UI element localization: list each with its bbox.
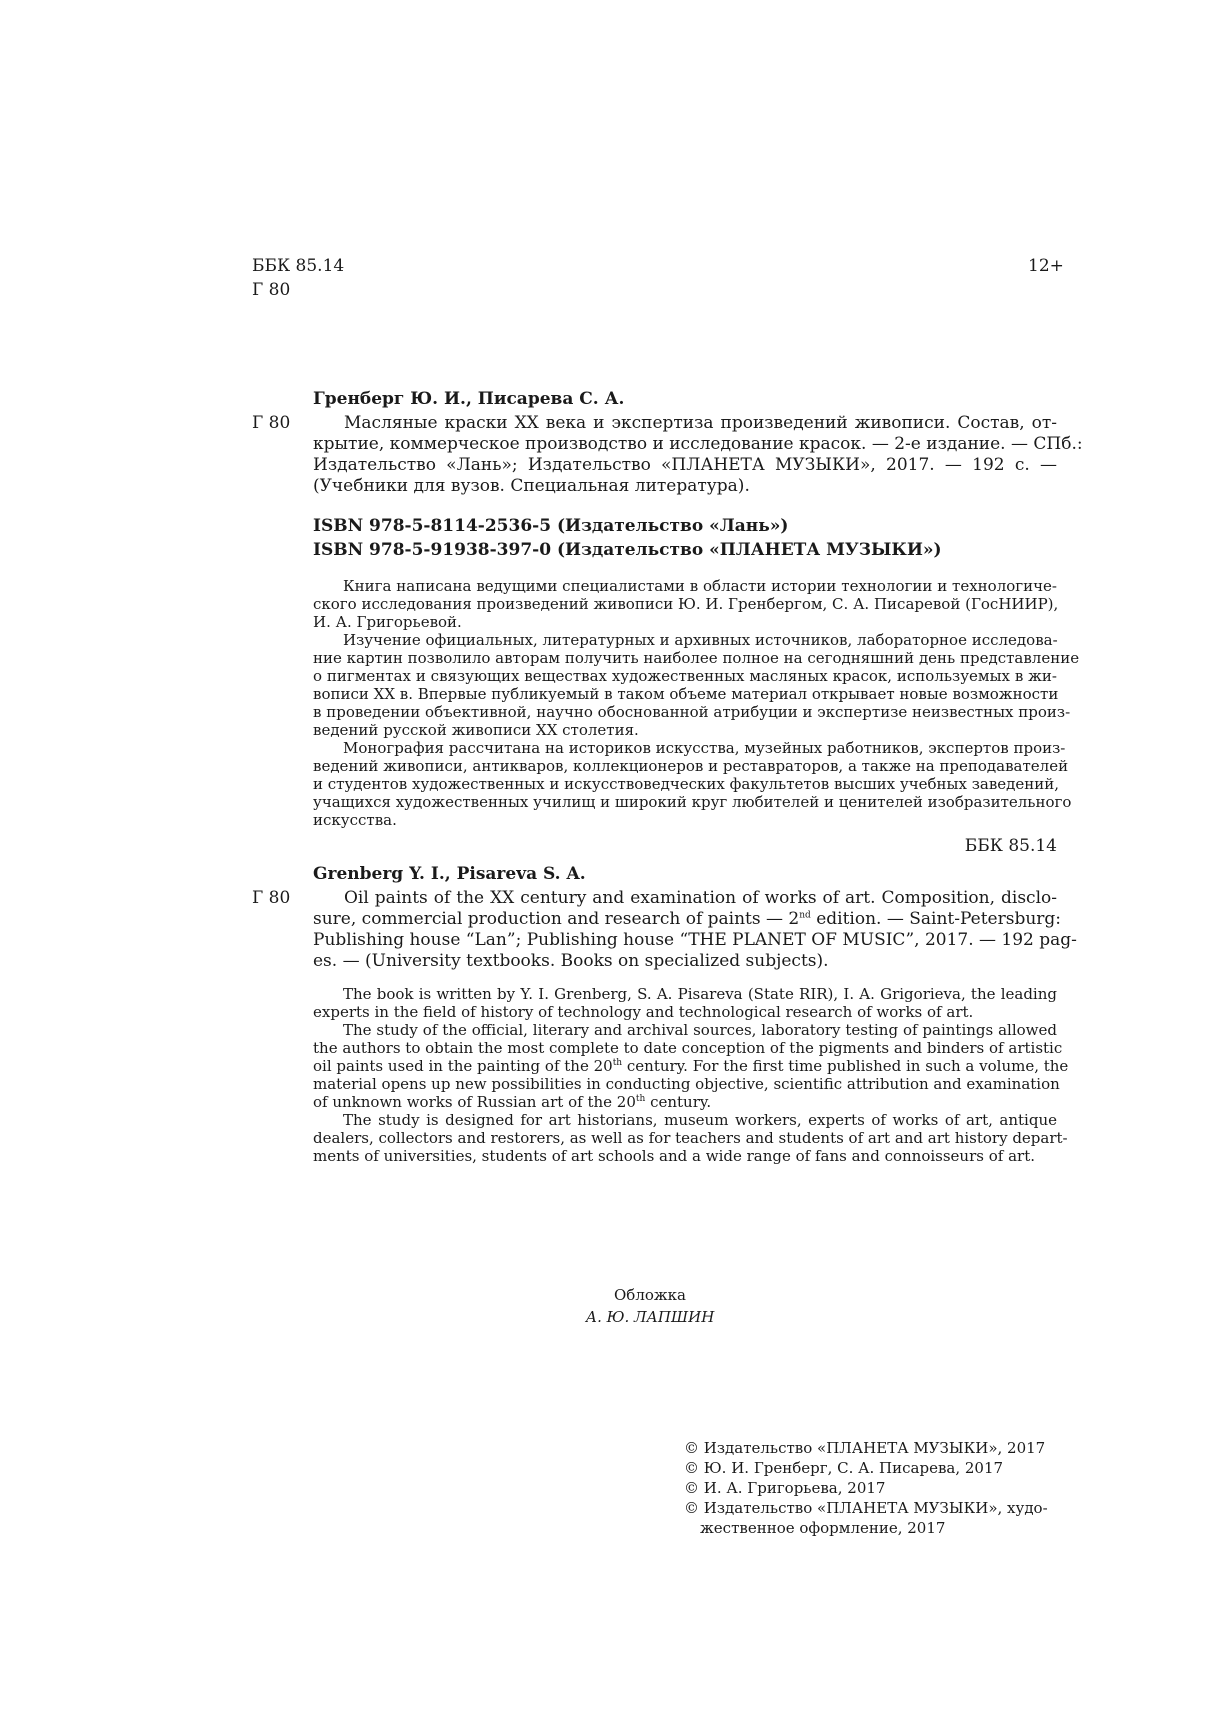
copyright-line: © Издательство «ПЛАНЕТА МУЗЫКИ», худо- (684, 1499, 1048, 1517)
en-biblio-line: Oil paints of the XX century and examination of works of art. Composition, disclo- (344, 888, 1057, 908)
ru-authors: Гренберг Ю. И., Писарева С. А. (313, 389, 625, 409)
bbk-code: ББК 85.14 (252, 256, 345, 276)
ru-abstract-line: учащихся художественных училищ и широкий круг любителей и ценителей изобразительного (313, 793, 1072, 811)
en-abstract-line: The study is designed for art historians, museum workers, experts of works of art, antique (343, 1111, 1057, 1129)
isbn-lan: ISBN 978-5-8114-2536-5 (Издательство «Лань») (313, 516, 789, 536)
en-abstract-line: material opens up new possibilities in conducting objective, scientific attribution and examination (313, 1075, 1060, 1093)
ru-abstract-line: ского исследования произведений живописи Ю. И. Гренбергом, С. А. Писаревой (ГосНИИР), (313, 595, 1059, 613)
en-abstract-line: the authors to obtain the most complete to date conception of the pigments and binders of artistic (313, 1039, 1063, 1057)
ru-biblio-line: крытие, коммерческое производство и исследование красок. — 2-е издание. — СПб.: (313, 434, 1083, 454)
en-abstract-line: oil paints used in the painting of the 20th century. For the first time published in such a volume, the (313, 1057, 1069, 1075)
en-abstract-line: of unknown works of Russian art of the 20th century. (313, 1093, 712, 1111)
author-mark: Г 80 (252, 280, 291, 300)
ru-biblio-line: Масляные краски XX века и экспертиза произведений живописи. Состав, от- (344, 413, 1057, 433)
copyright-line: © Ю. И. Гренберг, С. А. Писарева, 2017 (684, 1459, 1004, 1477)
ru-abstract-line: о пигментах и связующих веществах художественных масляных красок, используемых в жи- (313, 667, 1057, 685)
ru-abstract-line: ведений живописи, антикваров, коллекционеров и реставраторов, а также на преподавателей (313, 757, 1069, 775)
en-biblio (313, 888, 1077, 972)
ru-biblio-line: (Учебники для вузов. Специальная литература). (313, 476, 750, 496)
cover-designer: А. Ю. ЛАПШИН (585, 1308, 715, 1326)
ru-abstract-line: в проведении объективной, научно обоснованной атрибуции и экспертизе неизвестных произ- (313, 703, 1071, 721)
ru-abstract-line: и студентов художественных и искусствоведческих факультетов высших учебных заведений, (313, 775, 1060, 793)
en-abstract-line: dealers, collectors and restorers, as well as for teachers and students of art and art history depart- (313, 1129, 1068, 1147)
cover-label: Обложка (613, 1286, 686, 1304)
ru-biblio (313, 413, 1083, 497)
ru-abstract-line: вописи XX в. Впервые публикуемый в таком объеме материал открывает новые возможности (313, 685, 1059, 703)
ru-abstract-line: Монография рассчитана на историков искусства, музейных работников, экспертов произ- (343, 739, 1066, 757)
copyright-line: © Издательство «ПЛАНЕТА МУЗЫКИ», 2017 (684, 1439, 1046, 1457)
ru-abstract-line: искусства. (313, 811, 397, 829)
en-biblio-line: es. — (University textbooks. Books on specialized subjects). (313, 951, 829, 971)
en-biblio-line: Publishing house “Lan”; Publishing house “THE PLANET OF MUSIC”, 2017. — 192 pag- (313, 930, 1077, 950)
en-author-mark: Г 80 (252, 888, 291, 908)
ru-abstract-line: Книга написана ведущими специалистами в области истории технологии и технологиче- (343, 577, 1057, 595)
en-abstract-line: ments of universities, students of art schools and a wide range of fans and connoisseurs of art. (313, 1147, 1035, 1165)
ru-biblio-line: Издательство «Лань»; Издательство «ПЛАНЕТА МУЗЫКИ», 2017. — 192 с. — (313, 455, 1057, 475)
ru-abstract-line: И. А. Григорьевой. (313, 613, 462, 631)
ru-abstract-line: ведений русской живописи XX столетия. (313, 721, 639, 739)
ru-abstract-line: ние картин позволило авторам получить наиболее полное на сегодняшний день представление (313, 649, 1080, 667)
isbn-planet: ISBN 978-5-91938-397-0 (Издательство «ПЛАНЕТА МУЗЫКИ») (313, 540, 942, 560)
ru-author-mark: Г 80 (252, 413, 291, 433)
copyright-block (684, 1438, 1057, 1538)
en-abstract-line: The book is written by Y. I. Grenberg, S. A. Pisareva (State RIR), I. A. Grigorieva, the leading (343, 985, 1057, 1003)
en-bbk-code: ББК 85.14 (964, 836, 1057, 856)
en-abstract-line: The study of the official, literary and archival sources, laboratory testing of paintings allowed (343, 1021, 1057, 1039)
copyright-line: жественное оформление, 2017 (700, 1519, 946, 1537)
en-abstract-line: experts in the field of history of technology and technological research of works of art. (313, 1003, 974, 1021)
ru-abstract-line: Изучение официальных, литературных и архивных источников, лабораторное исследова- (343, 631, 1058, 649)
ru-abstract (313, 577, 1080, 837)
age-rating: 12+ (1028, 256, 1064, 276)
en-abstract (313, 985, 1069, 1165)
copyright-line: © И. А. Григорьева, 2017 (684, 1479, 886, 1497)
en-authors: Grenberg Y. I., Pisareva S. A. (313, 864, 586, 884)
en-biblio-line: sure, commercial production and research of paints — 2nd edition. — Saint-Petersburg: (313, 909, 1062, 929)
